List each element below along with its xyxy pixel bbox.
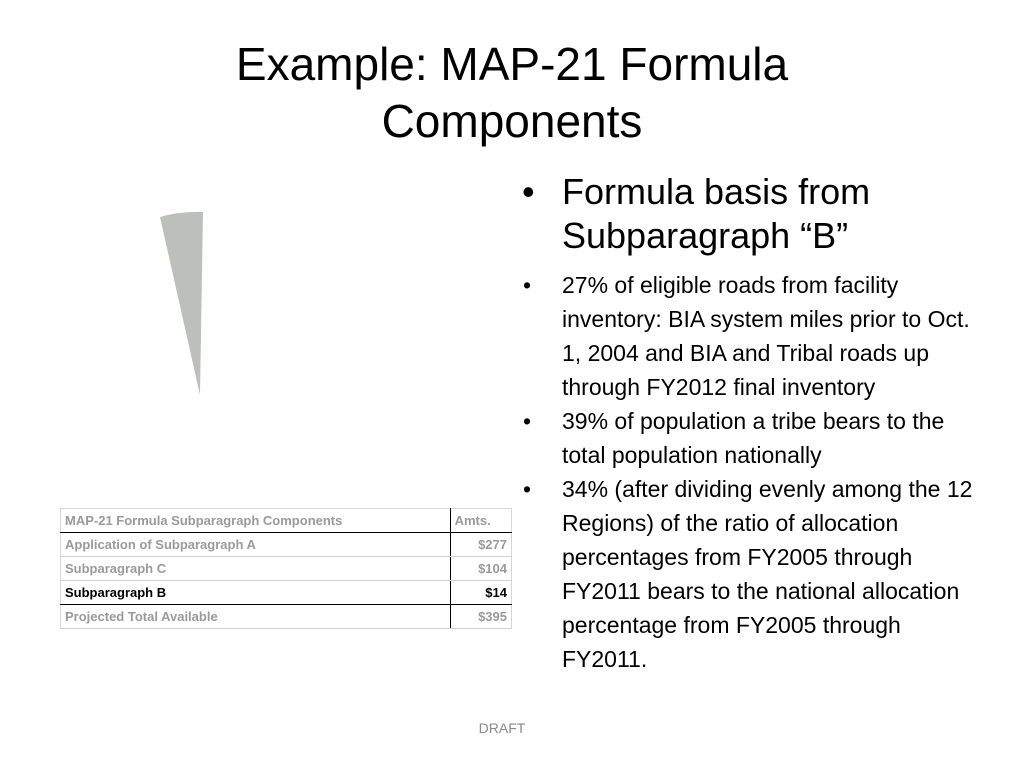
table-row — [61, 557, 512, 581]
table-cell-component: Projected Total Available — [61, 605, 451, 629]
bullet-sub-2 — [520, 404, 980, 472]
bullet-dot-icon: • — [523, 408, 532, 434]
table-header-amount: Amts. — [450, 509, 511, 533]
draft-footer: DRAFT — [478, 720, 526, 736]
pie-slice-subparagraph-b — [160, 212, 203, 395]
table-cell-component: Subparagraph C — [61, 557, 451, 581]
table-cell-amount: $395 — [450, 605, 511, 629]
bullet-dot-icon: • — [523, 272, 532, 298]
bullet-sub-1 — [520, 268, 980, 404]
bullet-sub-text: 27% of eligible roads from facility inventory: BIA system miles prior to Oct. 1, 2004 and BIA and Tribal roads up through FY2012 final inventory — [562, 272, 970, 400]
table-cell-amount: $104 — [450, 557, 511, 581]
bullet-main-text: Formula basis from Subparagraph “B” — [562, 171, 871, 256]
table-row-highlighted — [61, 581, 512, 605]
table-header-row — [61, 509, 512, 533]
table-cell-amount: $277 — [450, 533, 511, 557]
bullet-dot-icon: • — [522, 171, 535, 212]
slide-title: Example: MAP-21 Formula Components — [235, 38, 789, 147]
table-row-total — [61, 605, 512, 629]
pie-chart-svg — [150, 205, 220, 405]
bullet-sub-3 — [520, 472, 980, 676]
bullet-sub-text: 34% (after dividing evenly among the 12 Regions) of the ratio of allocation percentages from FY2005 through FY2011 bears to the national allocation percentage from FY2005 through FY2011. — [562, 476, 973, 672]
table-cell-amount: $14 — [450, 581, 511, 605]
table-cell-component: Application of Subparagraph A — [61, 533, 451, 557]
bullet-list — [520, 170, 980, 676]
components-table — [60, 508, 512, 629]
table-row — [61, 533, 512, 557]
table-header-component: MAP-21 Formula Subparagraph Components — [61, 509, 451, 533]
pie-chart — [150, 205, 220, 405]
bullet-dot-icon: • — [523, 476, 532, 502]
bullet-main — [520, 170, 980, 258]
table-cell-component: Subparagraph B — [61, 581, 451, 605]
bullet-sub-text: 39% of population a tribe bears to the total population nationally — [562, 408, 945, 468]
